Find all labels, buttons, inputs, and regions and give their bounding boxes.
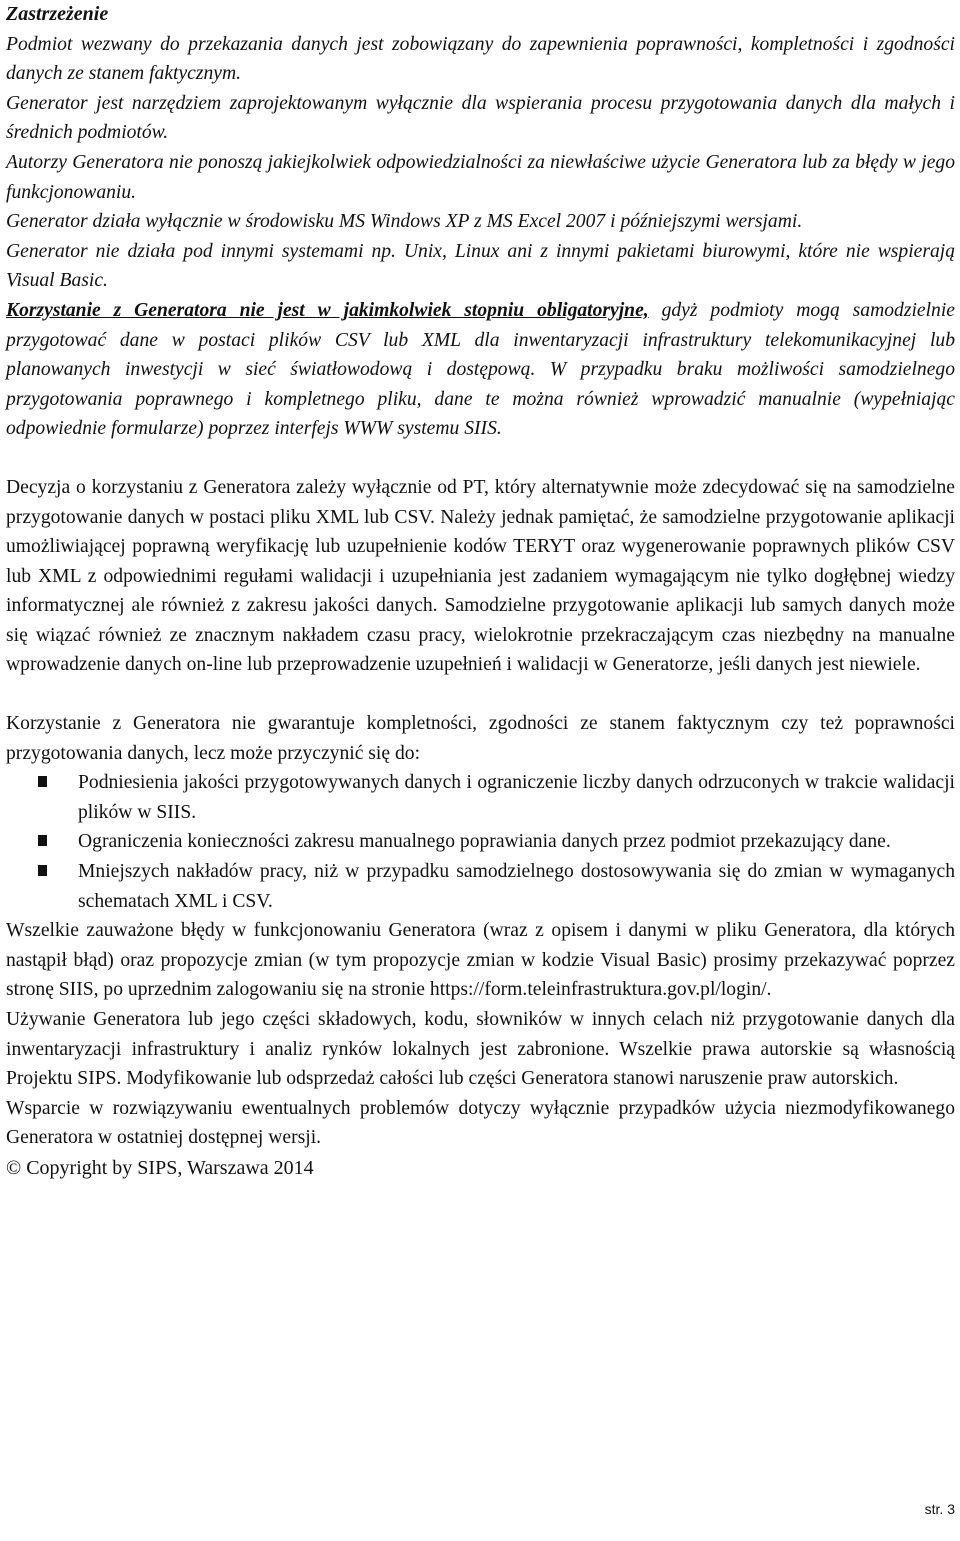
spacer — [6, 444, 955, 473]
square-bullet-icon — [38, 865, 47, 876]
spacer — [6, 680, 955, 709]
square-bullet-icon — [38, 776, 47, 787]
disclaimer-paragraph-environment: Generator działa wyłącznie w środowisku MS Windows XP z MS Excel 2007 i późniejszymi wersjami. — [6, 211, 803, 233]
page-number: str. 3 — [924, 1501, 955, 1517]
support-paragraph: Wsparcie w rozwiązywaniu ewentualnych problemów dotyczy wyłącznie przypadków użycia niezmodyfikowanego Generatora w ostatniej dostępnej wersji. — [6, 1097, 955, 1149]
disclaimer-title: Zastrzeżenie — [6, 3, 109, 25]
list-item: Ograniczenia konieczności zakresu manualnego poprawiania danych przez podmiot przekazujący dane. — [6, 827, 955, 857]
list-item: Podniesienia jakości przygotowywanych danych i ograniczenie liczby danych odrzuconych w trakcie walidacji plików w SIIS. — [6, 768, 955, 827]
disclaimer-paragraph-unsupported-systems: Generator nie działa pod innymi systemami np. Unix, Linux ani z innymi pakietami biurowymi, które nie wspierają Visual Basic. — [6, 240, 955, 292]
optional-use-underlined: Korzystanie z Generatora nie jest w jakimkolwiek stopniu obligatoryjne, — [6, 299, 649, 321]
disclaimer-paragraph-optional-use — [6, 296, 955, 444]
document-page — [6, 0, 955, 1183]
copyright-rights-paragraph: Używanie Generatora lub jego części składowych, kodu, słowników w innych celach niż przygotowanie danych dla inwentaryzacji infrastruktury i analiz rynków lokalnych jest zabronione. Wszelkie prawa autorskie są własnością Projektu SIPS. Modyfikowanie lub odsprzedaż całości lub części Generatora stanowi naruszenie praw autorskich. — [6, 1009, 955, 1090]
square-bullet-icon — [38, 835, 47, 846]
error-reporting-paragraph: Wszelkie zauważone błędy w funkcjonowaniu Generatora (wraz z opisem i danymi w pliku Generatora, dla których nastąpił błąd) oraz propozycje zmian (w tym propozycje zmian w kodzie Visual Basic) prosimy przekazywać poprzez stronę SIIS, po uprzednim zalogowaniu się na stronie https://form.teleinfrastruktura.gov.pl/login/. — [6, 920, 955, 1001]
list-item: Mniejszych nakładów pracy, niż w przypadku samodzielnego dostosowywania się do zmian w wymaganych schematach XML i CSV. — [6, 857, 955, 916]
copyright-notice: © Copyright by SIPS, Warszawa 2014 — [6, 1156, 314, 1179]
disclaimer-paragraph-purpose: Generator jest narzędziem zaprojektowanym wyłącznie dla wspierania procesu przygotowania danych dla małych i średnich podmiotów. — [6, 92, 955, 144]
optional-use-rest: gdyż podmioty mogą samodzielnie przygotować dane w postaci plików CSV lub XML dla inwentaryzacji infrastruktury telekomunikacyjnej lub planowanych inwestycji w sieć światłowodową i dostępową. W przypadku braku możliwości samodzielnego przygotowania poprawnego i kompletnego pliku, dane te można również wprowadzić manualnie (wypełniając odpowiednie formularze) poprzez interfejs WWW systemu SIIS. — [6, 299, 955, 440]
usage-intro-paragraph: Korzystanie z Generatora nie gwarantuje kompletności, zgodności ze stanem faktycznym czy też poprawności przygotowania danych, lecz może przyczynić się do: — [6, 713, 955, 764]
decision-paragraph: Decyzja o korzystaniu z Generatora zależy wyłącznie od PT, który alternatywnie może zdecydować się na samodzielne przygotowanie danych w postaci pliku XML lub CSV. Należy jednak pamiętać, że samodzielne przygotowanie aplikacji umożliwiającej poprawną weryfikację lub uzupełnienie kodów TERYT oraz wygenerowanie poprawnych plików CSV lub XML z odpowiednimi regułami walidacji i uzupełniania jest zadaniem wymagającym nie tylko dogłębnej wiedzy informatycznej ale również z zakresu jakości danych. Samodzielne przygotowanie aplikacji lub samych danych może się wiązać również ze znacznym nakładem czasu pracy, wielokrotnie przekraczającym czas niezbędny na manualne wprowadzenie danych on-line lub przeprowadzenie uzupełnień i walidacji w Generatorze, jeśli danych jest niewiele. — [6, 476, 955, 676]
benefits-list — [6, 768, 955, 916]
disclaimer-paragraph-responsibility: Podmiot wezwany do przekazania danych jest zobowiązany do zapewnienia poprawności, kompletności i zgodności danych ze stanem faktycznym. — [6, 33, 955, 85]
disclaimer-paragraph-liability: Autorzy Generatora nie ponoszą jakiejkolwiek odpowiedzialności za niewłaściwe użycie Generatora lub za błędy w jego funkcjonowaniu. — [6, 151, 955, 203]
